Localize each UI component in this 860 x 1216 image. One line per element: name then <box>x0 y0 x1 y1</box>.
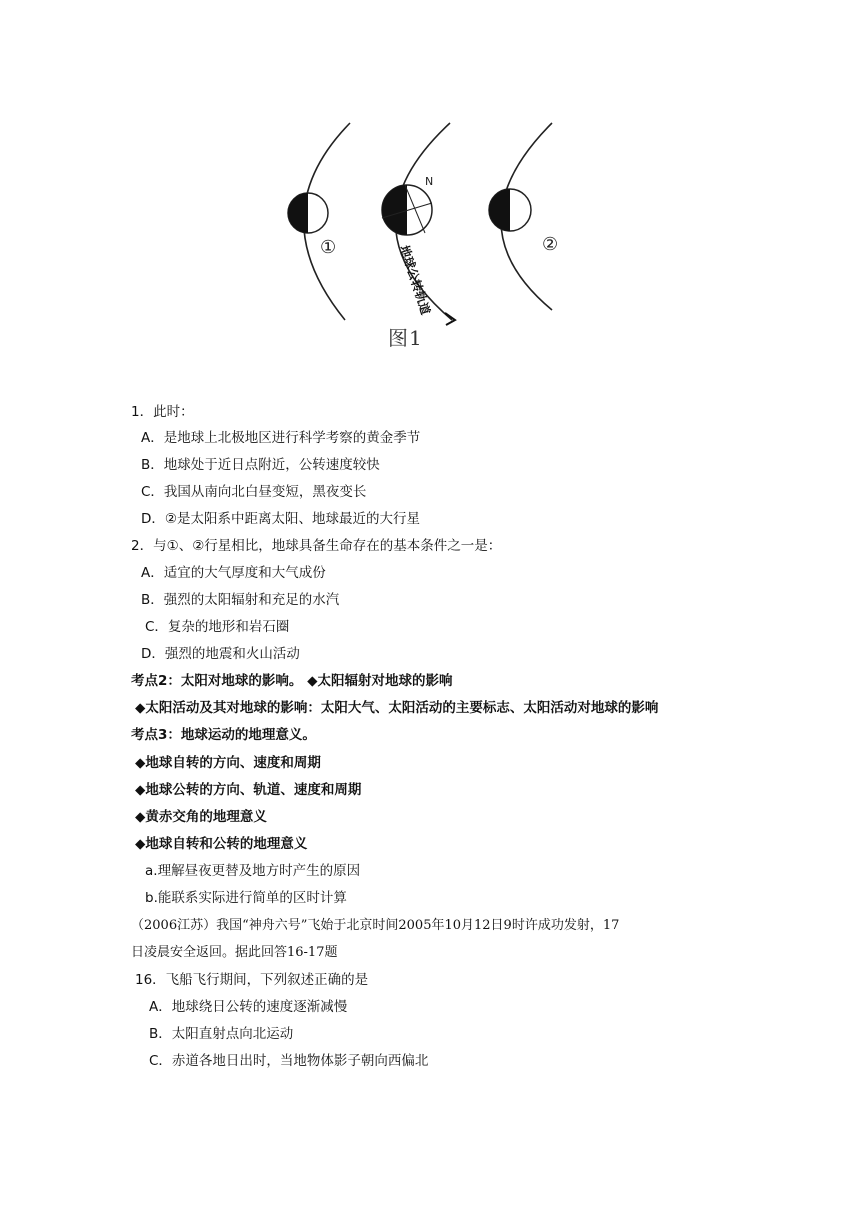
planet-1 <box>288 193 328 233</box>
kp3-item: ◆地球公转的方向、轨道、速度和周期 <box>135 782 362 798</box>
q2-option-a: A．适宜的大气厚度和大气成份 <box>141 565 326 581</box>
kp3-sub-b: b.能联系实际进行简单的区时计算 <box>145 890 347 906</box>
kp2-item: ◆太阳活动及其对地球的影响：太阳大气、太阳活动的主要标志、太阳活动对地球的影响 <box>135 700 659 716</box>
q1-option-d: D．②是太阳系中距离太阳、地球最近的大行星 <box>141 511 420 527</box>
q1-option-c: C．我国从南向北白昼变短，黑夜变长 <box>141 484 367 500</box>
marker-1: ① <box>320 237 337 258</box>
kp3-item: ◆黄赤交角的地理意义 <box>135 809 267 825</box>
q16-option-a: A．地球绕日公转的速度逐渐减慢 <box>149 999 348 1015</box>
q1-option-a: A．是地球上北极地区进行科学考察的黄金季节 <box>141 430 421 446</box>
passage-line-1: （2006江苏）我国“神舟六号”飞始于北京时间2005年10月12日9时许成功发射，17 <box>131 918 620 933</box>
q2-option-d: D．强烈的地震和火山活动 <box>141 646 300 662</box>
kp3-sub-a: a.理解昼夜更替及地方时产生的原因 <box>145 863 361 879</box>
q16-stem: 16．飞船飞行期间，下列叙述正确的是 <box>135 972 369 988</box>
q1-option-b: B．地球处于近日点附近，公转速度较快 <box>141 457 380 473</box>
kp3-item: ◆地球自转的方向、速度和周期 <box>135 755 321 771</box>
orbit-label: 地球公转轨道 <box>397 243 433 317</box>
marker-2: ② <box>542 234 559 255</box>
figure-caption: 图1 <box>388 326 423 350</box>
q2-stem: 2．与①、②行星相比，地球具备生命存在的基本条件之一是： <box>131 538 502 554</box>
q2-option-c: C．复杂的地形和岩石圈 <box>145 619 290 635</box>
kp2-title: 考点2：太阳对地球的影响。 ◆太阳辐射对地球的影响 <box>131 673 453 689</box>
passage-line-2: 日凌晨安全返回。据此回答16-17题 <box>131 945 338 960</box>
q16-option-c: C．赤道各地日出时，当地物体影子朝向西偏北 <box>149 1053 429 1069</box>
kp3-title: 考点3：地球运动的地理意义。 <box>131 727 316 743</box>
svg-text:N: N <box>425 175 434 188</box>
kp3-item: ◆地球自转和公转的地理意义 <box>135 836 308 852</box>
q2-option-b: B．强烈的太阳辐射和充足的水汽 <box>141 592 340 608</box>
planet-2 <box>489 189 531 231</box>
q16-option-b: B．太阳直射点向北运动 <box>149 1026 294 1042</box>
earth <box>382 175 433 235</box>
q1-stem: 1．此时： <box>131 404 194 420</box>
